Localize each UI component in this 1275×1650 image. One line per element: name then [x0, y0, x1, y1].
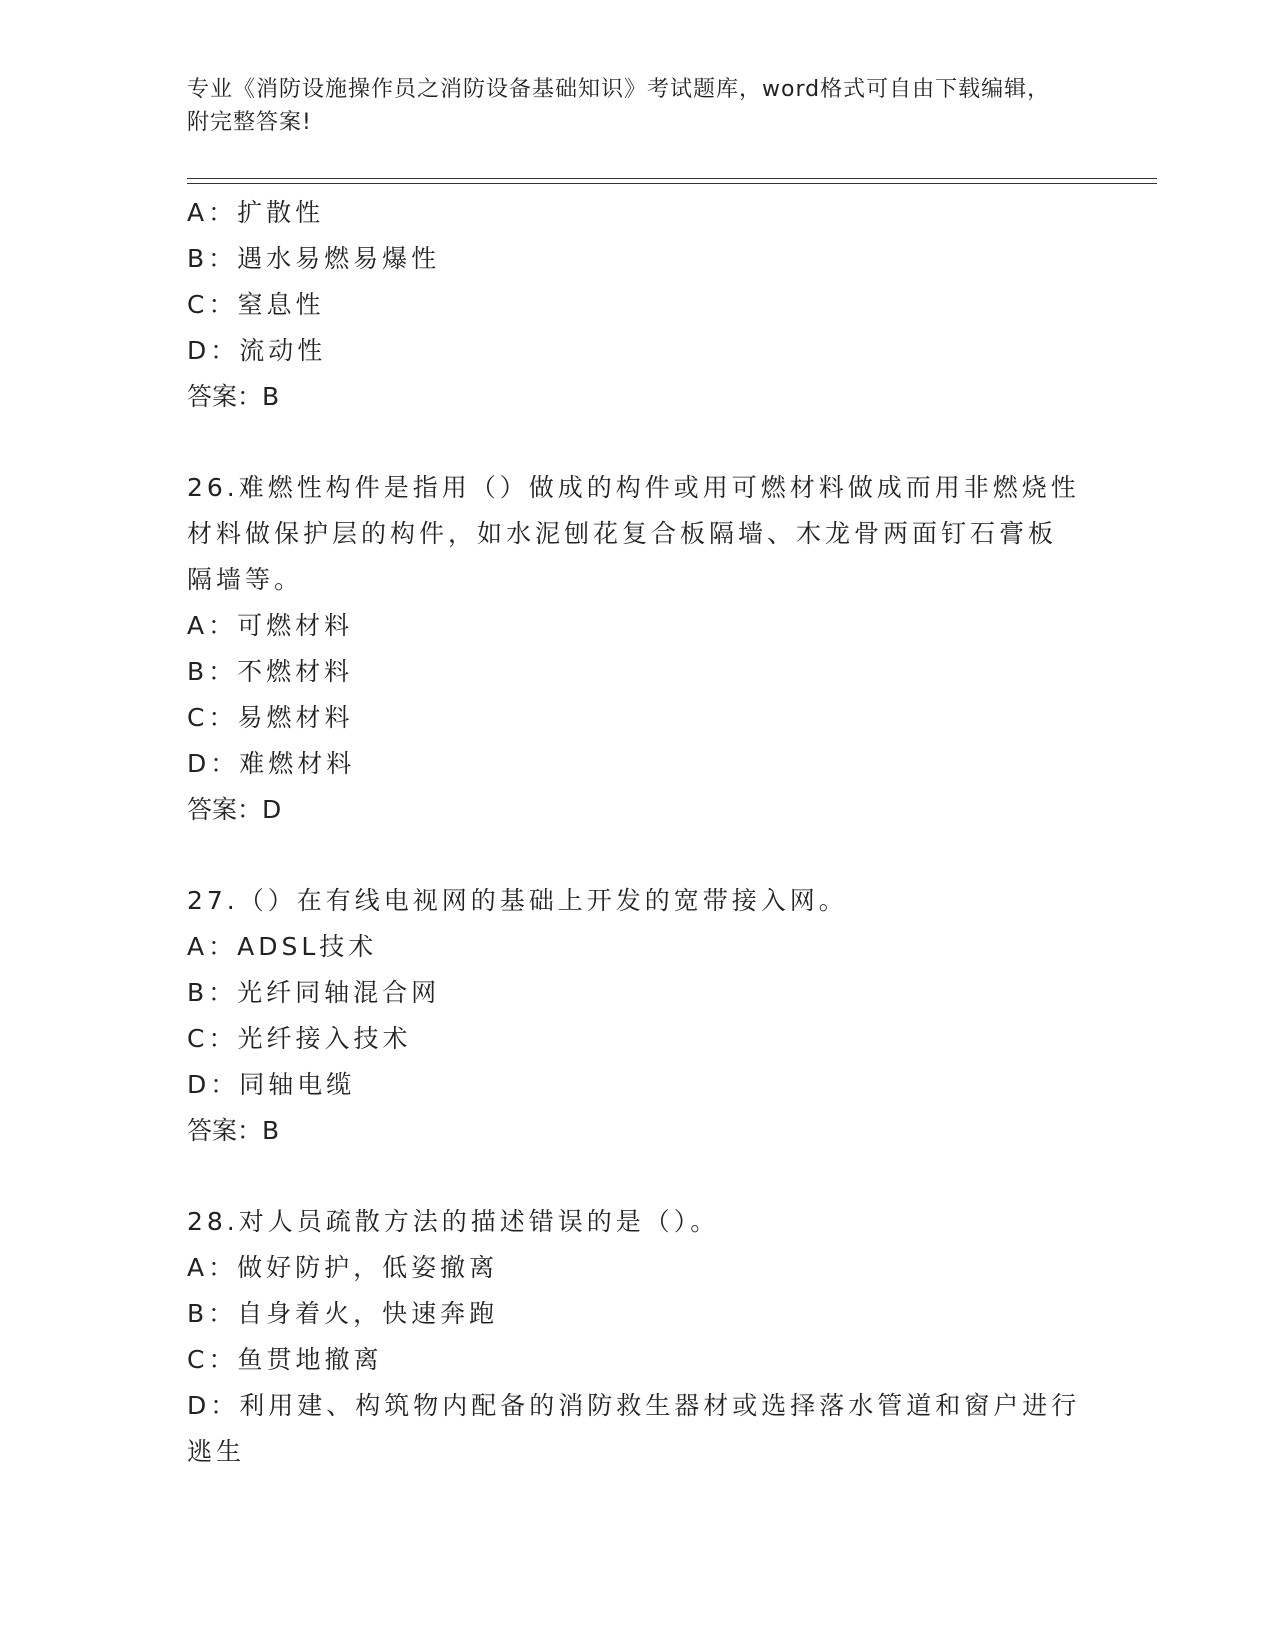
option-a: A：扩散性 [187, 198, 325, 227]
option-c: C：光纤接入技术 [187, 1024, 412, 1053]
option-d: D：难燃材料 [187, 749, 356, 778]
question-text-line: 26.难燃性构件是指用（）做成的构件或用可燃材料做成而用非燃烧性 [187, 473, 1080, 502]
question-text-line: 27.（）在有线电视网的基础上开发的宽带接入网。 [187, 886, 848, 915]
option-c: C：易燃材料 [187, 703, 354, 732]
question-text-line: 28.对人员疏散方法的描述错误的是（）。 [187, 1207, 720, 1236]
question-text-line: 材料做保护层的构件，如水泥刨花复合板隔墙、木龙骨两面钉石膏板 [187, 519, 1058, 548]
answer-line: 答案：D [187, 795, 282, 824]
question-block-carryover [187, 190, 1087, 420]
option-c: C：窒息性 [187, 290, 325, 319]
option-d: D：利用建、构筑物内配备的消防救生器材或选择落水管道和窗户进行 [187, 1391, 1081, 1420]
option-b: B：自身着火，快速奔跑 [187, 1299, 499, 1328]
option-b: B：遇水易燃易爆性 [187, 244, 441, 273]
question-block-27 [187, 878, 1087, 1154]
question-block-28 [187, 1199, 1087, 1475]
question-block-26 [187, 465, 1087, 833]
option-d: D：同轴电缆 [187, 1070, 356, 1099]
question-list [187, 190, 1087, 1475]
option-a: A：ADSL技术 [187, 932, 378, 961]
option-d-continuation: 逃生 [187, 1437, 246, 1466]
option-a: A：可燃材料 [187, 611, 354, 640]
header-intro-text: 专业《消防设施操作员之消防设备基础知识》考试题库，word格式可自由下载编辑，附完整答案! [187, 77, 1051, 135]
option-b: B：光纤同轴混合网 [187, 978, 441, 1007]
header-divider-bottom [187, 183, 1157, 184]
answer-line: 答案：B [187, 1116, 280, 1145]
header-divider-top [187, 178, 1157, 179]
option-b: B：不燃材料 [187, 657, 354, 686]
answer-line: 答案：B [187, 382, 280, 411]
document-header [187, 73, 1067, 139]
option-a: A：做好防护，低姿撤离 [187, 1253, 499, 1282]
option-c: C：鱼贯地撤离 [187, 1345, 383, 1374]
option-d: D：流动性 [187, 336, 327, 365]
question-text-line: 隔墙等。 [187, 565, 304, 594]
